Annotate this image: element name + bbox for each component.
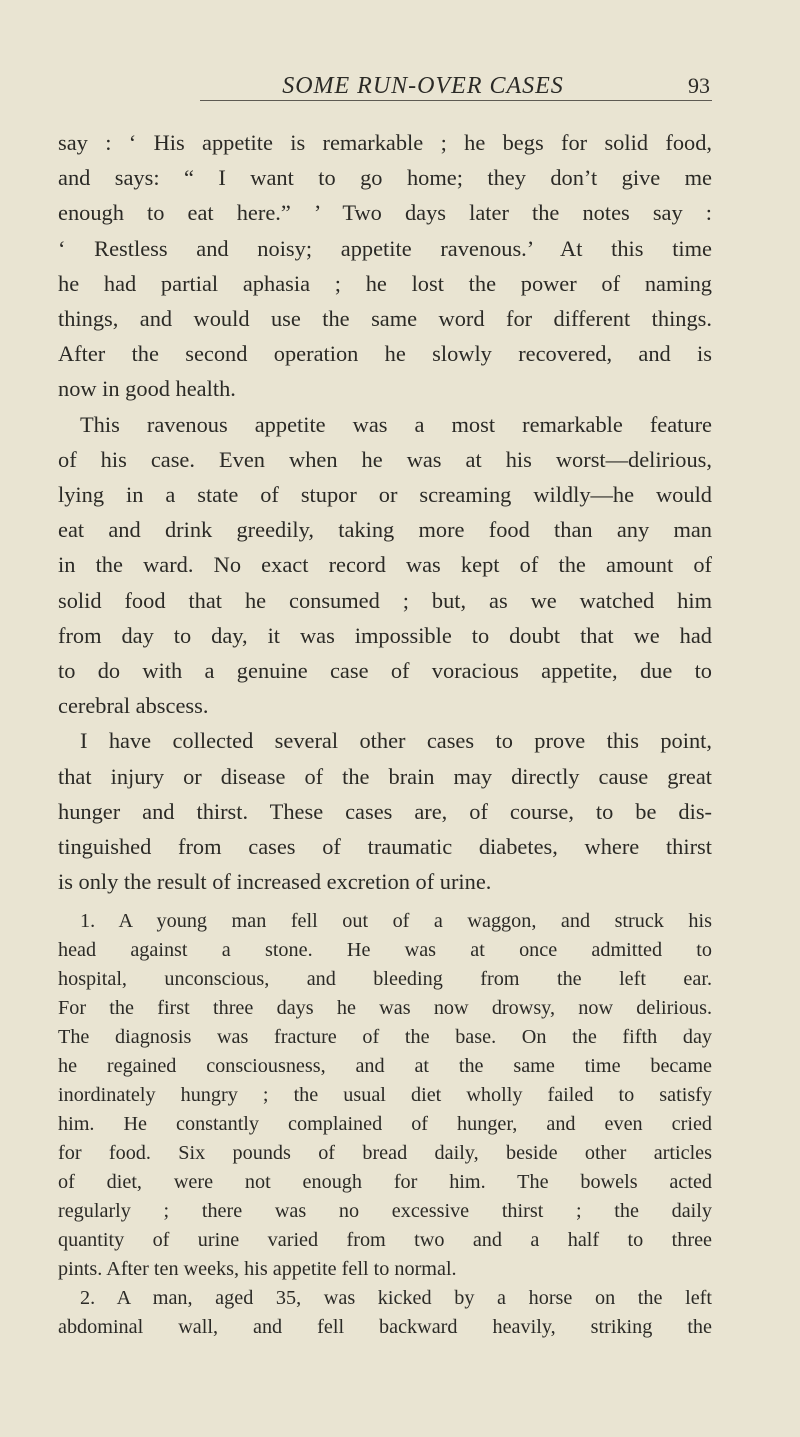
- page-number: 93: [688, 73, 710, 98]
- text-line: and says: “ I want to go home; they don’t give me: [58, 165, 712, 191]
- text-line: I have collected several other cases to prove this point,: [80, 728, 712, 754]
- text-line: After the second operation he slowly recovered, and is: [58, 341, 712, 367]
- text-line: ‘ Restless and noisy; appetite ravenous.’ At this time: [58, 235, 712, 261]
- text-line: lying in a state of stupor or screaming wildly—he would: [58, 482, 712, 508]
- text-line: hunger and thirst. These cases are, of course, to be dis-: [58, 798, 712, 824]
- body-text: [58, 125, 712, 1342]
- text-line: This ravenous appetite was a most remarkable feature: [80, 411, 712, 437]
- text-line: say : ‘ His appetite is remarkable ; he begs for solid food,: [58, 130, 712, 155]
- text-line: solid food that he consumed ; but, as we watched him: [58, 587, 712, 613]
- case-line: For the first three days he was now drowsy, now delirious.: [58, 997, 712, 1020]
- text-line: cerebral abscess.: [58, 693, 209, 719]
- case-line: 1. A young man fell out of a waggon, and struck his: [80, 910, 712, 933]
- case-line: abdominal wall, and fell backward heavily, striking the: [58, 1316, 712, 1339]
- running-title: SOME RUN-OVER CASES: [282, 73, 564, 99]
- case-line: quantity of urine varied from two and a half to three: [58, 1229, 712, 1252]
- text-line: of his case. Even when he was at his worst—delirious,: [58, 446, 712, 472]
- case-line: head against a stone. He was at once admitted to: [58, 939, 712, 962]
- text-line: he had partial aphasia ; he lost the power of naming: [58, 270, 712, 296]
- main-paragraphs: [58, 125, 712, 899]
- text-line: eat and drink greedily, taking more food than any man: [58, 517, 712, 543]
- case-line: 2. A man, aged 35, was kicked by a horse on the left: [80, 1287, 712, 1310]
- text-line: tinguished from cases of traumatic diabetes, where thirst: [58, 834, 712, 860]
- case-list: [58, 907, 712, 1342]
- text-line: from day to day, it was impossible to doubt that we had: [58, 622, 712, 648]
- case-line: pints. After ten weeks, his appetite fell to normal.: [58, 1258, 457, 1281]
- text-line: in the ward. No exact record was kept of the amount of: [58, 552, 712, 578]
- text-line: things, and would use the same word for different things.: [58, 306, 712, 332]
- text-line: enough to eat here.” ’ Two days later the notes say :: [58, 200, 712, 226]
- case-line: of diet, were not enough for him. The bowels acted: [58, 1171, 712, 1194]
- case-line: regularly ; there was no excessive thirst ; the daily: [58, 1200, 712, 1223]
- case-line: The diagnosis was fracture of the base. On the fifth day: [58, 1026, 712, 1049]
- text-line: that injury or disease of the brain may directly cause great: [58, 763, 712, 789]
- text-line: to do with a genuine case of voracious appetite, due to: [58, 658, 712, 684]
- case-line: inordinately hungry ; the usual diet wholly failed to satisfy: [58, 1084, 712, 1107]
- text-line: now in good health.: [58, 376, 236, 402]
- header-rule: [200, 100, 712, 101]
- case-line: hospital, unconscious, and bleeding from the left ear.: [58, 968, 712, 991]
- case-line: him. He constantly complained of hunger, and even cried: [58, 1113, 712, 1136]
- case-line: for food. Six pounds of bread daily, beside other articles: [58, 1142, 712, 1165]
- text-line: is only the result of increased excretion of urine.: [58, 869, 492, 895]
- case-line: he regained consciousness, and at the same time became: [58, 1055, 712, 1078]
